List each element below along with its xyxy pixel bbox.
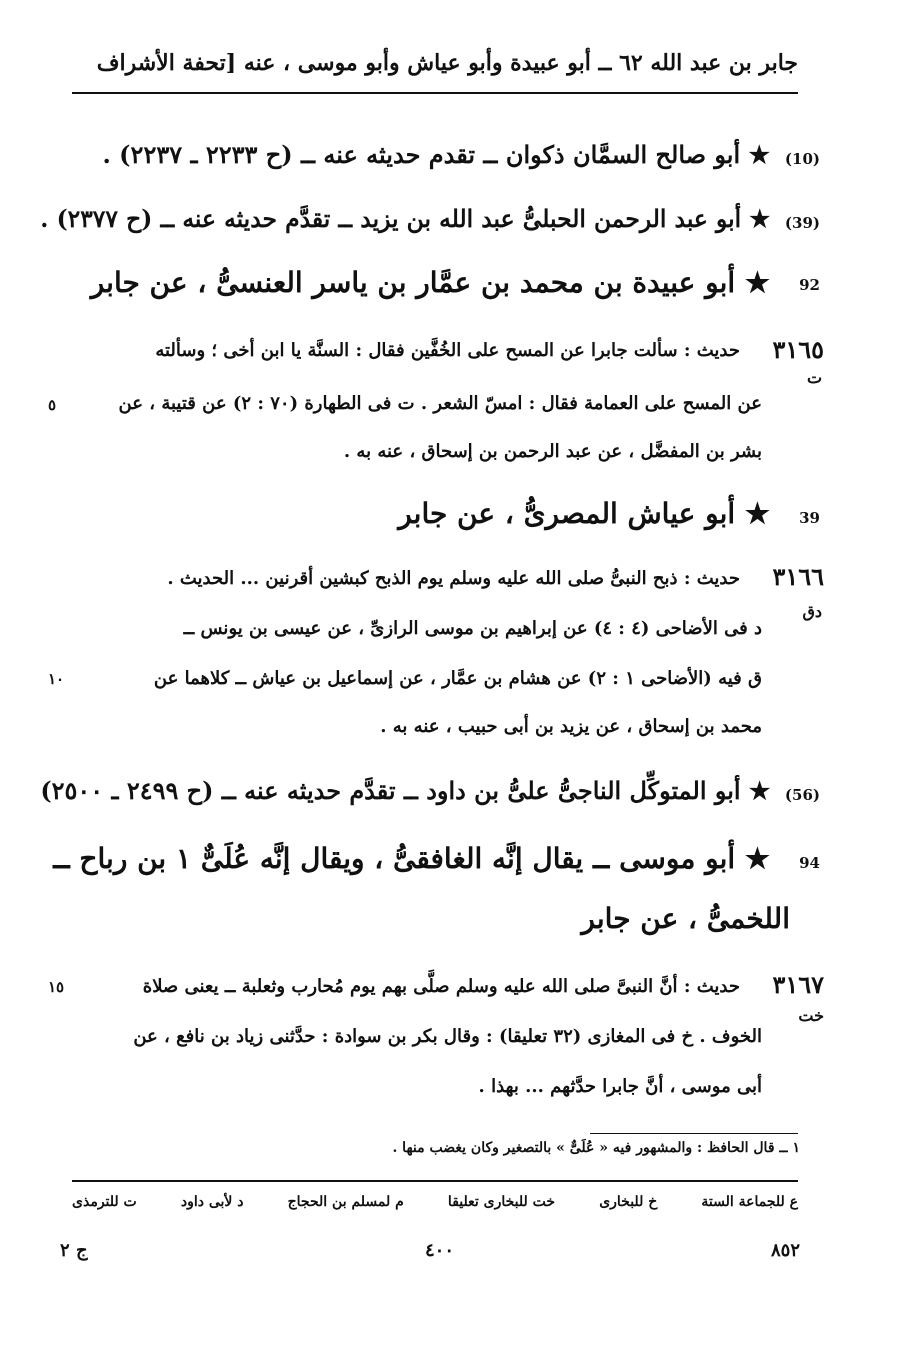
entry-heading: ★ أبو صالح السمَّان ذكوان ــ تقدم حديثه عنه ــ (ح ٢٢٣٣ ـ ٢٢٣٧) . <box>102 140 770 169</box>
line-marker: ١٠ <box>48 670 65 688</box>
narrator-heading: ★ أبو عبيدة بن محمد بن عمَّار بن ياسر العنسىُّ ، عن جابر <box>90 266 770 299</box>
line-marker: ٥ <box>48 396 57 414</box>
entry-ref-number: 92 <box>799 276 820 294</box>
footnote-rule <box>590 1133 798 1134</box>
volume-number: ج ٢ <box>60 1240 88 1261</box>
legend-item: ع للجماعة الستة <box>701 1194 798 1210</box>
hadith-number: ٣١٦٧ <box>772 970 824 999</box>
hadith-text-line: الخوف . خ فى المغازى (٣٢ تعليقا) : وقال بكر بن سوادة : حدَّثنى زياد بن نافع ، عن <box>133 1026 762 1047</box>
header-rule <box>72 92 798 94</box>
entry-ref-number: 39 <box>799 509 820 527</box>
source-siglum: خت <box>798 1006 824 1025</box>
entry-heading: ★ أبو المتوكِّل الناجىُّ علىُّ بن داود ــ تقدَّم حديثه عنه ــ (ح ٢٤٩٩ ـ ٢٥٠٠) <box>40 776 770 805</box>
sigla-legend <box>72 1194 798 1210</box>
hadith-text-line: ق فيه (الأضاحى ١ : ٢) عن هشام بن عمَّار ، عن إسماعيل بن عياش ــ كلاهما عن <box>153 668 762 689</box>
hadith-text-line: محمد بن إسحاق ، عن يزيد بن أبى حبيب ، عنه به . <box>380 716 762 737</box>
hadith-text-line: عن المسح على العمامة فقال : امسّ الشعر . ت فى الطهارة (٧٠ : ٢) عن قتيبة ، عن <box>118 393 762 414</box>
running-header: جابر بن عبد الله ٦٢ ــ أبو عبيدة وأبو عياش وأبو موسى ، عنه [تحفة الأشراف <box>96 50 798 76</box>
legend-item: د لأبى داود <box>180 1194 244 1210</box>
legend-item: خت للبخارى تعليقا <box>447 1194 556 1210</box>
entry-ref-number: (39) <box>784 214 820 232</box>
hadith-number: ٣١٦٥ <box>772 335 824 364</box>
line-marker: ١٥ <box>48 978 65 996</box>
source-siglum: دق <box>802 602 822 621</box>
hadith-range-number: ٨٥٢ <box>770 1240 800 1261</box>
narrator-heading-continued: اللخمىُّ ، عن جابر <box>581 902 790 935</box>
legend-item: ت للترمذى <box>72 1194 137 1210</box>
hadith-text-line: حديث : أنَّ النبىَّ صلى الله عليه وسلم صلَّى بهم يوم مُحارب وثعلبة ــ يعنى صلاة <box>142 976 740 997</box>
hadith-text-line: أبى موسى ، أنَّ جابرا حدَّثهم ... بهذا . <box>478 1076 762 1097</box>
legend-item: م لمسلم بن الحجاج <box>287 1194 404 1210</box>
hadith-text-line: بشر بن المفضَّل ، عن عبد الرحمن بن إسحاق ، عنه به . <box>343 441 762 462</box>
entry-ref-number: (10) <box>784 150 820 168</box>
entry-heading: ★ أبو عبد الرحمن الحبلىُّ عبد الله بن يزيد ــ تقدَّم حديثه عنه ــ (ح ٢٣٧٧) . <box>40 204 771 233</box>
narrator-heading: ★ أبو عياش المصرىُّ ، عن جابر <box>398 497 770 530</box>
entry-ref-number: 94 <box>799 854 820 872</box>
page-number: ٤٠٠ <box>425 1240 455 1261</box>
footnote: ١ ــ قال الحافظ : والمشهور فيه « عُلَىٌّ » بالتصغير وكان يغضب منها . <box>392 1140 800 1156</box>
legend-item: خ للبخارى <box>599 1194 658 1210</box>
hadith-text-line: حديث : سألت جابرا عن المسح على الخُفَّين فقال : السنَّة يا ابن أخى ؛ وسألته <box>155 340 740 361</box>
hadith-text-line: د فى الأضاحى (٤ : ٤) عن إبراهيم بن موسى الرازىِّ ، عن عيسى بن يونس ــ <box>183 618 762 639</box>
entry-ref-number: (56) <box>784 786 820 804</box>
footer-rule <box>72 1180 798 1182</box>
hadith-text-line: حديث : ذبح النبىُّ صلى الله عليه وسلم يوم الذبح كبشين أقرنين ... الحديث . <box>167 568 740 589</box>
narrator-heading: ★ أبو موسى ــ يقال إنَّه الغافقىُّ ، ويقال إنَّه عُلَىٌّ ١ بن رباح ــ <box>53 842 770 875</box>
hadith-number: ٣١٦٦ <box>772 562 824 591</box>
source-siglum: ت <box>806 368 822 387</box>
